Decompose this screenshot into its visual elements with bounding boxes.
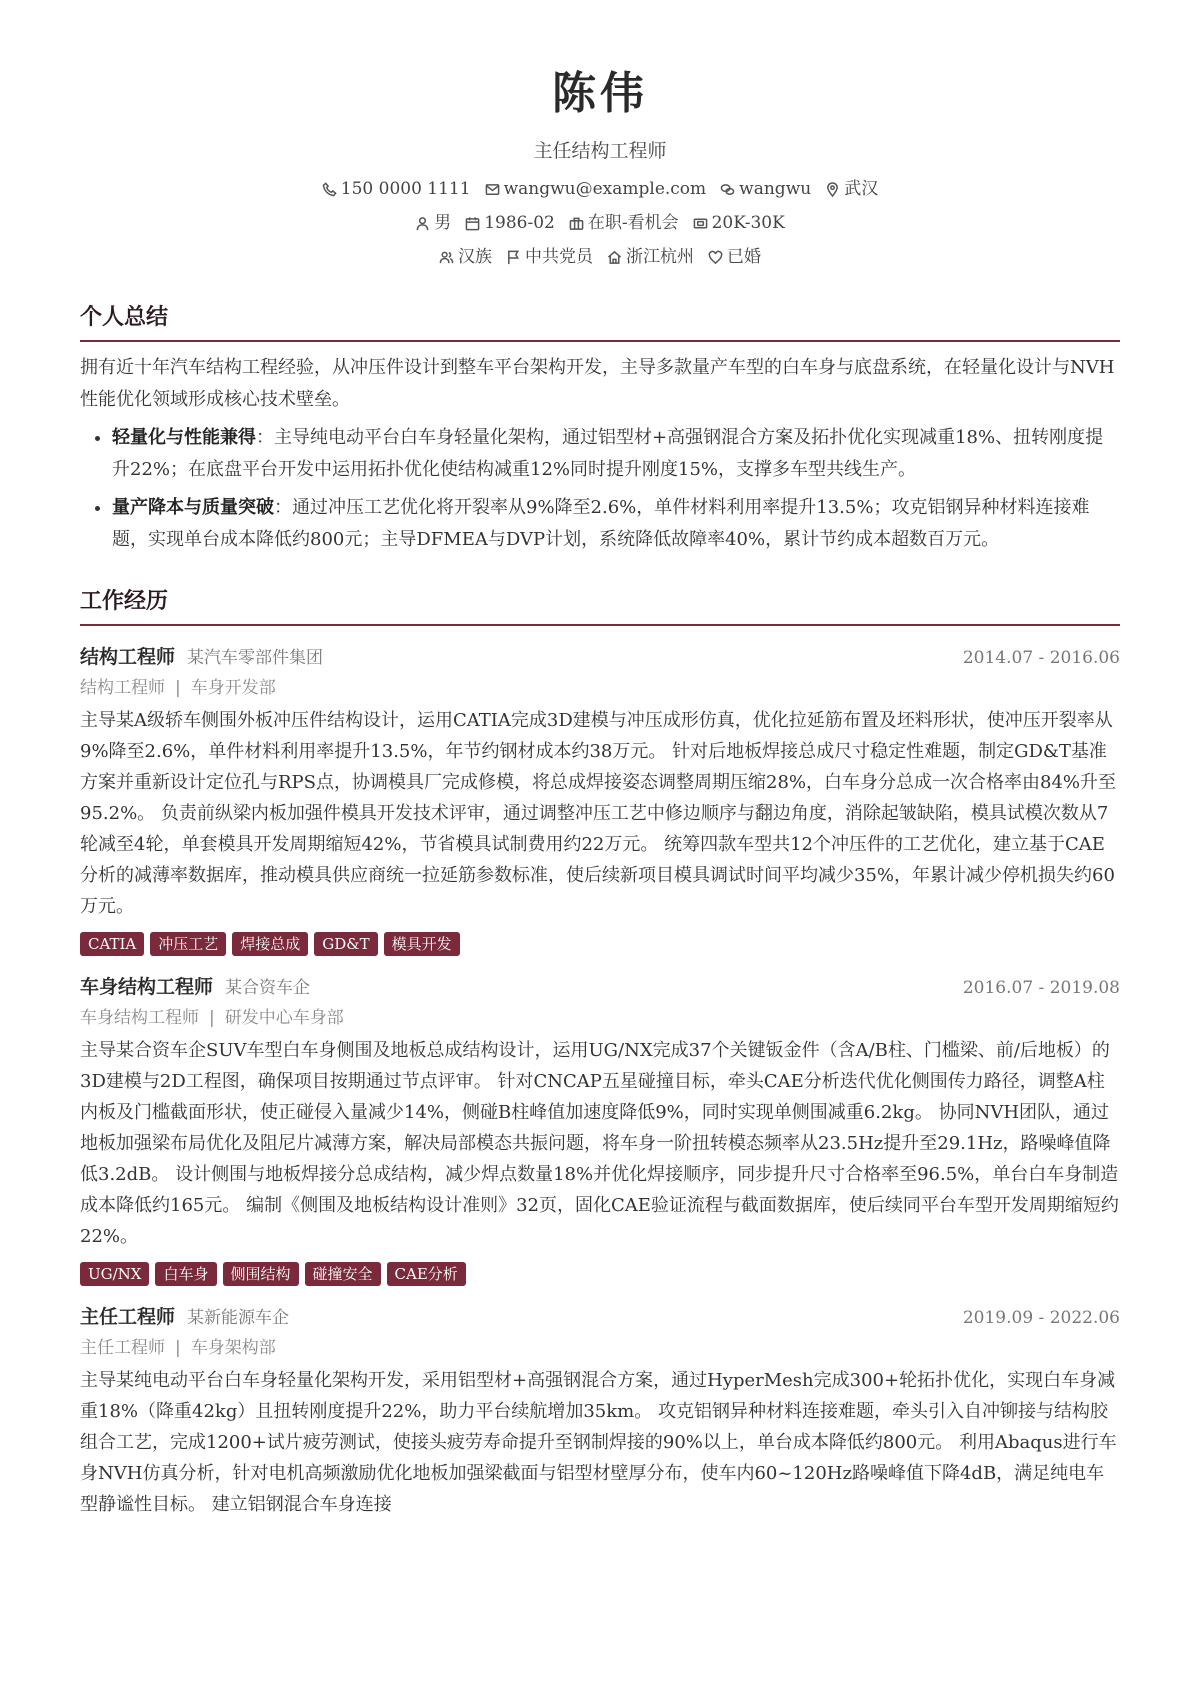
summary-bullet xyxy=(112,492,1120,556)
skill-tag: 焊接总成 xyxy=(232,932,308,956)
summary-bullets xyxy=(80,422,1120,556)
separator: | xyxy=(175,1338,181,1358)
job-subline xyxy=(80,1003,1120,1033)
job-position: 结构工程师 xyxy=(80,678,165,698)
summary-title: 个人总结 xyxy=(80,300,1120,342)
skill-tag: UG/NX xyxy=(80,1262,149,1286)
gender-text: 男 xyxy=(434,213,452,233)
location-text: 武汉 xyxy=(844,179,879,199)
mail-icon xyxy=(485,182,500,197)
candidate-name: 陈伟 xyxy=(552,68,648,119)
wechat-icon xyxy=(720,182,735,197)
job-subline xyxy=(80,673,1120,703)
job-subline xyxy=(80,1333,1120,1363)
skill-tag: 侧围结构 xyxy=(223,1262,299,1286)
skill-tag: 模具开发 xyxy=(384,932,460,956)
summary-intro: 拥有近十年汽车结构工程经验，从冲压件设计到整车平台架构开发，主导多款量产车型的白车身与底盘系统，在轻量化设计与NVH性能优化领域形成核心技术壁垒。 xyxy=(80,357,1115,410)
contact-row-2 xyxy=(80,206,1120,240)
job-department: 车身架构部 xyxy=(190,1338,276,1358)
job-tags xyxy=(80,1262,1120,1286)
job-header xyxy=(80,972,1120,1003)
calendar-icon xyxy=(465,216,480,231)
job-entry xyxy=(80,972,1120,1286)
contact-phone[interactable] xyxy=(322,172,471,206)
heart-icon xyxy=(708,250,723,265)
contact-salary xyxy=(693,206,785,240)
briefcase-icon xyxy=(569,216,584,231)
summary-section xyxy=(80,300,1120,556)
separator: | xyxy=(175,678,181,698)
hometown-text: 浙江杭州 xyxy=(626,247,694,267)
email-text: wangwu@example.com xyxy=(503,179,707,199)
contact-birth xyxy=(465,206,555,240)
job-entry xyxy=(80,1302,1120,1520)
bullet-text: ：主导纯电动平台白车身轻量化架构，通过铝型材+高强钢混合方案及拓扑优化实现减重18%、扭转刚度提升22%；在底盘平台开发中运用拓扑优化使结构减重12%同时提升刚度15%，支撑多车型共线生产。 xyxy=(112,427,1104,480)
job-description: 主导某纯电动平台白车身轻量化架构开发，采用铝型材+高强钢混合方案，通过HyperMesh完成300+轮拓扑优化，实现白车身减重18%（降重42kg）且扭转刚度提升22%，助力平台续航增加35km。 攻克铝钢异种材料连接难题，牵头引入自冲铆接与结构胶组合工艺，完成1200+试片疲劳测试，使接头疲劳寿命提升至钢制焊接的90%以上，单台成本降低约800元。 利用Abaqus进行车身NVH仿真分析，针对电机高频激励优化地板加强梁截面与铝型材壁厚分布，使车内60~120Hz路噪峰值下降4dB，满足纯电车型静谧性目标。 建立铝钢混合车身连接 xyxy=(80,1370,1117,1515)
people-icon xyxy=(439,250,454,265)
contact-party xyxy=(506,240,593,274)
skill-tag: CATIA xyxy=(80,932,144,956)
candidate-title: 主任结构工程师 xyxy=(533,140,667,162)
job-date: 2016.07 - 2019.08 xyxy=(962,978,1120,998)
skill-tag: 冲压工艺 xyxy=(150,932,226,956)
job-entry xyxy=(80,642,1120,956)
skill-tag: 白车身 xyxy=(155,1262,216,1286)
location-icon xyxy=(825,182,840,197)
job-department: 研发中心车身部 xyxy=(224,1008,344,1028)
job-role: 结构工程师 xyxy=(80,646,176,668)
contact-email[interactable] xyxy=(485,172,707,206)
job-date: 2014.07 - 2016.06 xyxy=(962,648,1120,668)
bullet-text: ：通过冲压工艺优化将开裂率从9%降至2.6%，单件材料利用率提升13.5%；攻克铝钢异种材料连接难题，实现单台成本降低约800元；主导DFMEA与DVP计划，系统降低故障率40%，累计节约成本超数百万元。 xyxy=(112,497,1090,550)
money-icon xyxy=(693,216,708,231)
contact-gender xyxy=(415,206,451,240)
contact-status xyxy=(569,206,679,240)
job-department: 车身开发部 xyxy=(190,678,276,698)
contact-ethnicity xyxy=(439,240,492,274)
job-description: 主导某合资车企SUV车型白车身侧围及地板总成结构设计，运用UG/NX完成37个关键钣金件（含A/B柱、门槛梁、前/后地板）的3D建模与2D工程图，确保项目按期通过节点评审。 针对CNCAP五星碰撞目标，牵头CAE分析迭代优化侧围传力路径，调整A柱内板及门槛截面形状，使正碰侵入量减少14%，侧碰B柱峰值加速度降低9%，同时实现单侧围减重6.2kg。 协同NVH团队，通过地板加强梁布局优化及阻尼片减薄方案，解决局部模态共振问题，将车身一阶扭转模态频率从23.5Hz提升至29.1Hz，路噪峰值降低3.2dB。 设计侧围与地板焊接分总成结构，减少焊点数量18%并优化焊接顺序，同步提升尺寸合格率至96.5%，单台白车身制造成本降低约165元。 编制《侧围及地板结构设计准则》32页，固化CAE验证流程与截面数据库，使后续同平台车型开发周期缩短约22%。 xyxy=(80,1040,1119,1247)
flag-icon xyxy=(506,250,521,265)
bullet-label: 轻量化与性能兼得 xyxy=(112,427,256,448)
job-company: 某新能源车企 xyxy=(187,1308,290,1328)
skill-tag: CAE分析 xyxy=(387,1262,466,1286)
job-role: 主任工程师 xyxy=(80,1306,176,1328)
contact-wechat[interactable] xyxy=(720,172,811,206)
user-icon xyxy=(415,216,430,231)
birth-text: 1986-02 xyxy=(484,213,555,233)
contact-hometown xyxy=(607,240,694,274)
skill-tag: 碰撞安全 xyxy=(305,1262,381,1286)
job-company: 某合资车企 xyxy=(225,978,311,998)
experience-title: 工作经历 xyxy=(80,584,1120,626)
phone-text: 150 0000 1111 xyxy=(340,179,471,199)
job-position: 主任工程师 xyxy=(80,1338,165,1358)
wechat-text: wangwu xyxy=(739,179,812,199)
summary-bullet xyxy=(112,422,1120,486)
job-header xyxy=(80,642,1120,673)
skill-tag: GD&T xyxy=(314,932,377,956)
separator: | xyxy=(209,1008,215,1028)
job-header xyxy=(80,1302,1120,1333)
status-text: 在职-看机会 xyxy=(587,213,679,233)
bullet-label: 量产降本与质量突破 xyxy=(112,497,274,518)
ethnicity-text: 汉族 xyxy=(458,247,492,267)
experience-section xyxy=(80,584,1120,1520)
contact-row-1 xyxy=(80,172,1120,206)
resume-header xyxy=(80,0,1120,274)
contact-location xyxy=(825,172,878,206)
job-company: 某汽车零部件集团 xyxy=(187,648,324,668)
job-description: 主导某A级轿车侧围外板冲压件结构设计，运用CATIA完成3D建模与冲压成形仿真，优化拉延筋布置及坯料形状，使冲压开裂率从9%降至2.6%，单件材料利用率提升13.5%，年节约钢材成本约38万元。 针对后地板焊接总成尺寸稳定性难题，制定GD&T基准方案并重新设计定位孔与RPS点，协调模具厂完成修模，将总成焊接姿态调整周期压缩28%，白车身分总成一次合格率由84%升至95.2%。 负责前纵梁内板加强件模具开发技术评审，通过调整冲压工艺中修边顺序与翻边角度，消除起皱缺陷，模具试模次数从7轮减至4轮，单套模具开发周期缩短42%，节省模具试制费用约22万元。 统筹四款车型共12个冲压件的工艺优化，建立基于CAE分析的减薄率数据库，推动模具供应商统一拉延筋参数标准，使后续新项目模具调试时间平均减少35%，年累计减少停机损失约60万元。 xyxy=(80,710,1117,917)
job-tags xyxy=(80,932,1120,956)
party-text: 中共党员 xyxy=(525,247,593,267)
salary-text: 20K-30K xyxy=(711,213,785,233)
marital-text: 已婚 xyxy=(727,247,761,267)
home-icon xyxy=(607,250,622,265)
contact-marital xyxy=(708,240,761,274)
job-date: 2019.09 - 2022.06 xyxy=(962,1308,1120,1328)
contact-row-3 xyxy=(80,240,1120,274)
job-role: 车身结构工程师 xyxy=(80,976,214,998)
job-position: 车身结构工程师 xyxy=(80,1008,199,1028)
phone-icon xyxy=(322,182,337,197)
